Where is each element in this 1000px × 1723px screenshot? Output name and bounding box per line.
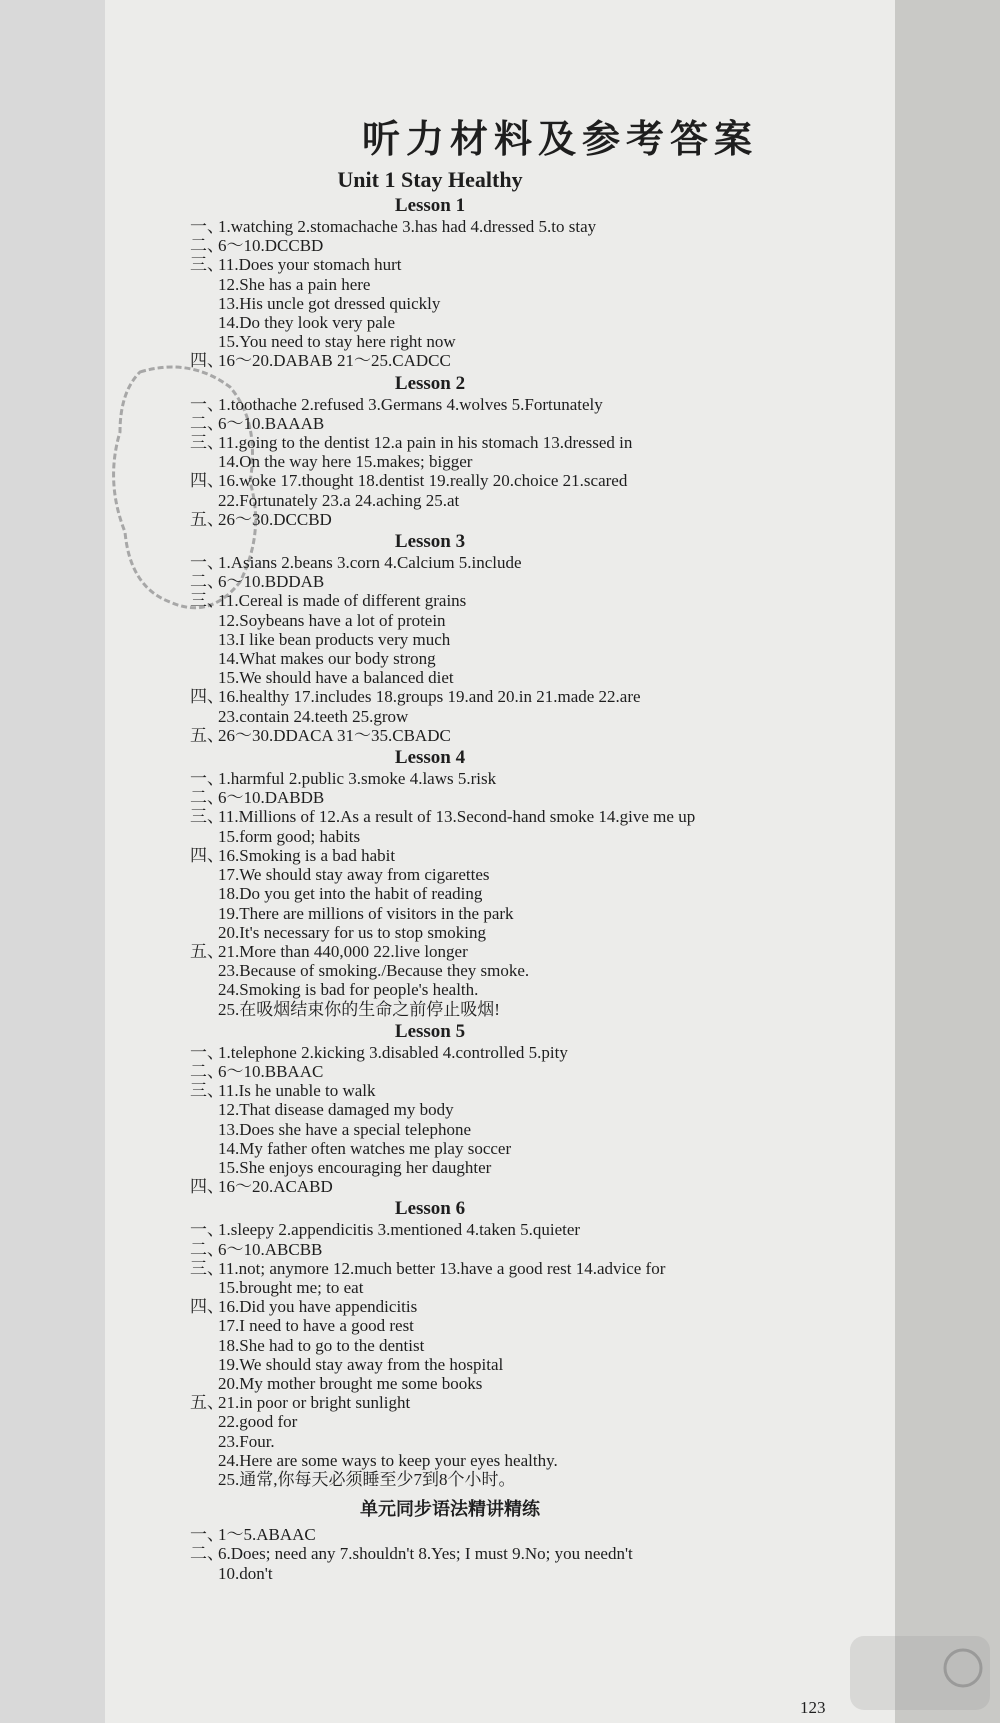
lesson-title: Lesson 2 (394, 372, 466, 394)
answer-text: 6.Does; need any 7.shouldn't 8.Yes; I must 9.No; you needn't (218, 1544, 633, 1564)
answer-text: 1.toothache 2.refused 3.Germans 4.wolves 5.Fortunately (218, 394, 603, 414)
answer-line (190, 1043, 870, 1062)
answer-line (190, 865, 870, 884)
page-number: 123 (800, 1698, 826, 1717)
section-marker: 四、 (190, 471, 224, 491)
answer-line (190, 1177, 870, 1196)
section-marker: 五、 (190, 1393, 224, 1413)
section-marker: 二、 (190, 788, 224, 808)
page-edge (895, 0, 1000, 1723)
answer-line (190, 452, 870, 471)
answer-line (190, 980, 870, 999)
answer-line (190, 1451, 870, 1470)
answer-text: 11.Is he unable to walk (218, 1081, 376, 1101)
answer-line (190, 649, 870, 668)
answer-line (190, 1081, 870, 1100)
answer-text: 14.On the way here 15.makes; bigger (218, 452, 473, 472)
section-marker: 一、 (190, 769, 224, 789)
answer-line (190, 236, 870, 255)
answer-line (190, 1336, 870, 1355)
section-marker: 三、 (190, 1081, 224, 1101)
section-marker: 二、 (190, 1544, 224, 1564)
answer-text: 16.healthy 17.includes 18.groups 19.and 20.in 21.made 22.are (218, 687, 641, 707)
answer-text: 15.brought me; to eat (218, 1277, 364, 1297)
section-marker: 三、 (190, 591, 224, 611)
answer-line (190, 217, 870, 236)
answer-text: 19.There are millions of visitors in the park (218, 903, 514, 923)
lesson-title: Lesson 4 (394, 747, 466, 769)
answer-text: 1.Asians 2.beans 3.corn 4.Calcium 5.include (218, 553, 522, 573)
answer-line (190, 1355, 870, 1374)
section-marker: 四、 (190, 1177, 224, 1197)
answer-line (190, 884, 870, 903)
section-marker: 一、 (190, 394, 224, 414)
answer-text: 21.More than 440,000 22.live longer (218, 941, 468, 961)
section-marker: 三、 (190, 1258, 224, 1278)
answer-text: 13.Does she have a special telephone (218, 1119, 472, 1139)
answer-text: 11.Cereal is made of different grains (218, 591, 467, 611)
lesson-section (190, 1198, 870, 1489)
answer-text: 12.She has a pain here (218, 274, 371, 294)
answer-text: 14.What makes our body strong (218, 649, 436, 669)
answer-line (190, 294, 870, 313)
answer-text: 22.good for (218, 1412, 298, 1432)
lesson-section (190, 195, 870, 371)
section-marker: 二、 (190, 1239, 224, 1259)
answer-line (190, 1316, 870, 1335)
unit-title: Unit 1 Stay Healthy (337, 167, 523, 192)
answer-line (190, 332, 870, 351)
answer-line (190, 433, 870, 452)
answer-text: 16～20.ACABD (218, 1177, 333, 1197)
answer-text: 26～30.DDACA 31～35.CBADC (218, 725, 451, 745)
answer-text: 6～10.DABDB (218, 788, 325, 808)
lesson-section (190, 747, 870, 1019)
answer-line (190, 395, 870, 414)
answer-text: 1.sleepy 2.appendicitis 3.mentioned 4.taken 5.quieter (218, 1220, 581, 1240)
answer-text: 11.Does your stomach hurt (218, 255, 402, 275)
section-marker: 一、 (190, 217, 224, 236)
answer-line (190, 726, 870, 745)
answer-text: 25.通常,你每天必须睡至少7到8个小时。 (218, 1469, 516, 1489)
page-title: 听力材料及参考答案 (361, 117, 758, 161)
answer-text: 15.form good; habits (218, 826, 361, 846)
section-marker: 二、 (190, 1061, 224, 1081)
answer-text: 20.My mother brought me some books (218, 1373, 483, 1393)
answer-text: 16～20.DABAB 21～25.CADCC (218, 351, 451, 371)
lesson-section (190, 373, 870, 529)
answer-text: 6～10.BDDAB (218, 572, 325, 592)
answer-line (190, 510, 870, 529)
lesson-title: Lesson 1 (394, 195, 466, 216)
answer-text: 15.She enjoys encouraging her daughter (218, 1157, 492, 1177)
answer-text: 1.telephone 2.kicking 3.disabled 4.controlled 5.pity (218, 1042, 568, 1062)
section-marker: 二、 (190, 572, 224, 592)
answer-line (190, 1278, 870, 1297)
section-marker: 五、 (190, 725, 224, 745)
answer-line (190, 1470, 870, 1489)
section-marker: 二、 (190, 236, 224, 256)
answer-line (190, 1220, 870, 1239)
answer-text: 13.His uncle got dressed quickly (218, 293, 441, 313)
answer-text: 17.I need to have a good rest (218, 1316, 414, 1336)
answer-text: 16.woke 17.thought 18.dentist 19.really 20.choice 21.scared (218, 471, 628, 491)
lesson-section (190, 531, 870, 745)
lesson-title: Lesson 6 (394, 1198, 466, 1220)
answer-text: 26～30.DCCBD (218, 509, 332, 529)
answer-line (190, 1062, 870, 1081)
answer-line (190, 961, 870, 980)
grammar-answers (190, 1525, 870, 1583)
answer-text: 14.Do they look very pale (218, 313, 396, 333)
answer-line (190, 1240, 870, 1259)
answer-text: 11.Millions of 12.As a result of 13.Second-hand smoke 14.give me up (218, 807, 696, 827)
answer-line (190, 611, 870, 630)
answer-line (190, 572, 870, 591)
section-marker: 三、 (190, 807, 224, 827)
answer-text: 24.Smoking is bad for people's health. (218, 980, 479, 1000)
answer-line (190, 313, 870, 332)
answer-line (190, 668, 870, 687)
section-marker: 四、 (190, 687, 224, 707)
answer-line (190, 1393, 870, 1412)
answer-line (190, 414, 870, 433)
answer-text: 18.She had to go to the dentist (218, 1335, 425, 1355)
answer-content (190, 108, 870, 1583)
answer-text: 16.Did you have appendicitis (218, 1297, 418, 1317)
answer-line (190, 923, 870, 942)
answer-line (190, 255, 870, 274)
answer-line (190, 1374, 870, 1393)
answer-line (190, 553, 870, 572)
answer-line (190, 591, 870, 610)
answer-line (190, 1000, 870, 1019)
section-marker: 三、 (190, 433, 224, 453)
answer-line (190, 1139, 870, 1158)
section-marker: 一、 (190, 1220, 224, 1240)
lesson-section (190, 1021, 870, 1197)
answer-line (190, 491, 870, 510)
section-marker: 一、 (190, 1525, 224, 1545)
answer-text: 12.Soybeans have a lot of protein (218, 610, 446, 630)
lesson-title: Lesson 3 (394, 531, 466, 553)
answer-line (190, 1544, 870, 1563)
answer-text: 19.We should stay away from the hospital (218, 1354, 504, 1374)
answer-line (190, 788, 870, 807)
answer-text: 17.We should stay away from cigarettes (218, 865, 490, 885)
answer-line (190, 769, 870, 788)
answer-text: 6～10.BBAAC (218, 1061, 324, 1081)
answer-text: 23.contain 24.teeth 25.grow (218, 706, 409, 726)
answer-line (190, 904, 870, 923)
section-marker: 五、 (190, 941, 224, 961)
answer-line (190, 1564, 870, 1583)
answer-text: 12.That disease damaged my body (218, 1100, 454, 1120)
answer-text: 1～5.ABAAC (218, 1525, 316, 1545)
answer-text: 18.Do you get into the habit of reading (218, 884, 483, 904)
answer-text: 22.Fortunately 23.a 24.aching 25.at (218, 490, 460, 510)
section-marker: 四、 (190, 1297, 224, 1317)
answer-line (190, 275, 870, 294)
answer-line (190, 1100, 870, 1119)
answer-line (190, 942, 870, 961)
answer-line (190, 1120, 870, 1139)
answer-line (190, 351, 870, 370)
answer-text: 15.You need to stay here right now (218, 332, 456, 352)
answer-text: 11.going to the dentist 12.a pain in his stomach 13.dressed in (218, 433, 633, 453)
answer-line (190, 1297, 870, 1316)
answer-text: 24.Here are some ways to keep your eyes healthy. (218, 1450, 558, 1470)
answer-line (190, 687, 870, 706)
answer-text: 20.It's necessary for us to stop smoking (218, 922, 486, 942)
answer-line (190, 1525, 870, 1544)
answer-text: 11.not; anymore 12.much better 13.have a good rest 14.advice for (218, 1258, 666, 1278)
answer-text: 23.Because of smoking./Because they smoke. (218, 961, 530, 981)
answer-text: 21.in poor or bright sunlight (218, 1393, 411, 1413)
section-marker: 二、 (190, 413, 224, 433)
section-marker: 四、 (190, 845, 224, 865)
answer-text: 14.My father often watches me play soccer (218, 1138, 512, 1158)
lesson-title: Lesson 5 (394, 1020, 466, 1042)
grammar-title: 单元同步语法精讲精练 (360, 1499, 540, 1521)
section-marker: 一、 (190, 1042, 224, 1062)
answer-text: 23.Four. (218, 1431, 275, 1451)
answer-text: 6～10.ABCBB (218, 1239, 323, 1259)
answer-text: 6～10.DCCBD (218, 236, 324, 256)
answer-line (190, 630, 870, 649)
lessons-container (190, 195, 870, 1489)
answer-text: 10.don't (218, 1563, 273, 1583)
section-marker: 三、 (190, 255, 224, 275)
site-watermark-logo (845, 1628, 995, 1718)
answer-line (190, 1259, 870, 1278)
answer-text: 25.在吸烟结束你的生命之前停止吸烟! (218, 999, 500, 1019)
answer-line (190, 807, 870, 826)
section-marker: 五、 (190, 509, 224, 529)
section-marker: 一、 (190, 553, 224, 573)
answer-line (190, 846, 870, 865)
answer-text: 16.Smoking is a bad habit (218, 845, 396, 865)
answer-line (190, 707, 870, 726)
answer-text: 1.watching 2.stomachache 3.has had 4.dressed 5.to stay (218, 217, 597, 236)
answer-text: 6～10.BAAAB (218, 413, 325, 433)
answer-text: 15.We should have a balanced diet (218, 668, 454, 688)
answer-line (190, 1432, 870, 1451)
section-marker: 四、 (190, 351, 224, 371)
answer-line (190, 1158, 870, 1177)
answer-text: 1.harmful 2.public 3.smoke 4.laws 5.risk (218, 769, 497, 789)
answer-line (190, 1412, 870, 1431)
answer-line (190, 827, 870, 846)
answer-text: 13.I like bean products very much (218, 629, 451, 649)
answer-line (190, 471, 870, 490)
